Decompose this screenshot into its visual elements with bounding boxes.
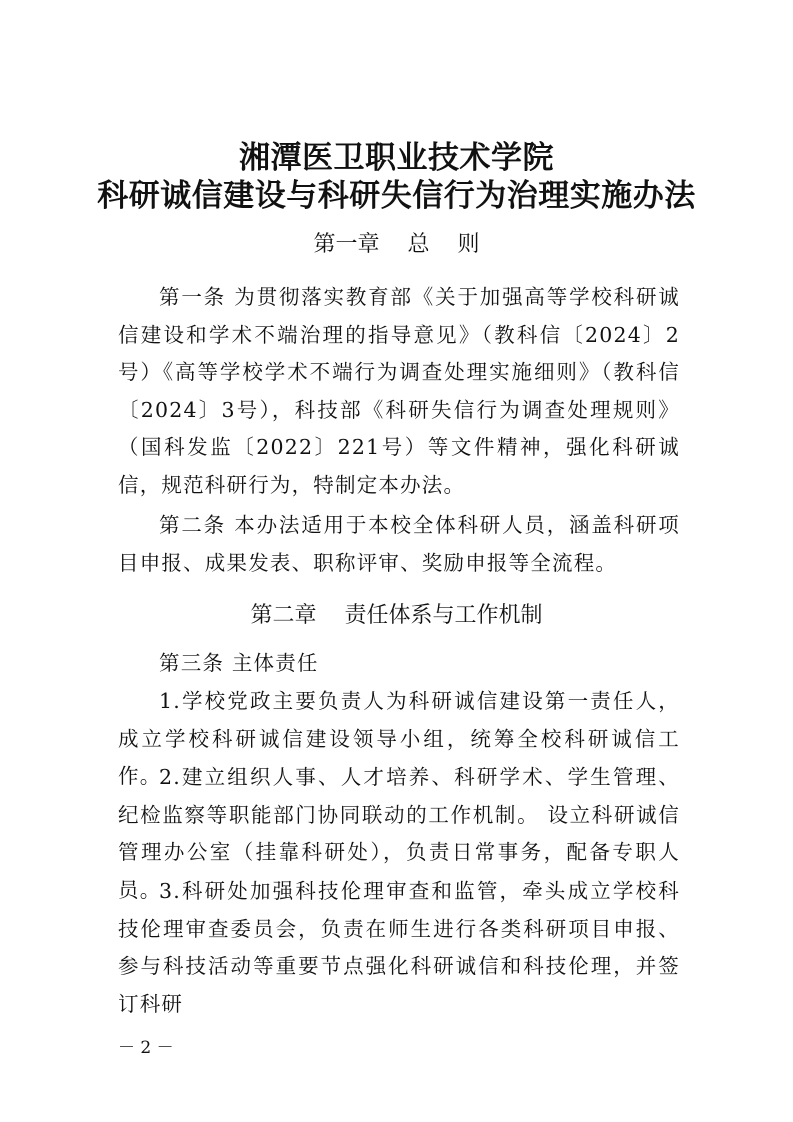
article-2-paragraph: 第二条 本办法适用于本校全体科研人员，涵盖科研项目申报、成果发表、职称评审、奖励申报等全流程。	[118, 513, 680, 575]
article-3-item-1: 1.学校党政主要负责人为科研诚信建设第一责任人，成立学校科研诚信建设领导小组，统筹全校科研诚信工作。	[118, 689, 680, 789]
article-3-item-2: 2.建立组织人事、人才培养、科研学术、学生管理、纪检监察等职能部门协同联动的工作机制。 设立科研诚信管理办公室（挂靠科研处），负责日常事务，配备专职人员。	[118, 765, 680, 902]
article-1-paragraph: 第一条 为贯彻落实教育部《关于加强高等学校科研诚信建设和学术不端治理的指导意见》（教科信〔2024〕2号）《高等学校学术不端行为调查处理实施细则》（教科信〔2024〕3号），科技部《科研失信行为调查处理规则》（国科发监〔2022〕221号）等文件精神，强化科研诚信，规范科研行为，特制定本办法。	[118, 285, 680, 497]
page-number: － 2 －	[118, 1038, 174, 1058]
article-3-item-3: 3.科研处加强科技伦理审查和监管，牵头成立学校科技伦理审查委员会，负责在师生进行各类科研项目申报、参与科技活动等重要节点强化科研诚信和科技伦理，并签订科研	[118, 879, 680, 1016]
chapter-heading-1: 第一章 总 则	[313, 232, 480, 257]
document-title-line-1: 湘潭医卫职业技术学院	[239, 140, 554, 176]
chapter-heading-2: 第二章 责任体系与工作机制	[250, 603, 543, 628]
document-title-line-2: 科研诚信建设与科研失信行为治理实施办法	[97, 178, 696, 214]
article-3-title: 第三条 主体责任	[159, 651, 319, 675]
